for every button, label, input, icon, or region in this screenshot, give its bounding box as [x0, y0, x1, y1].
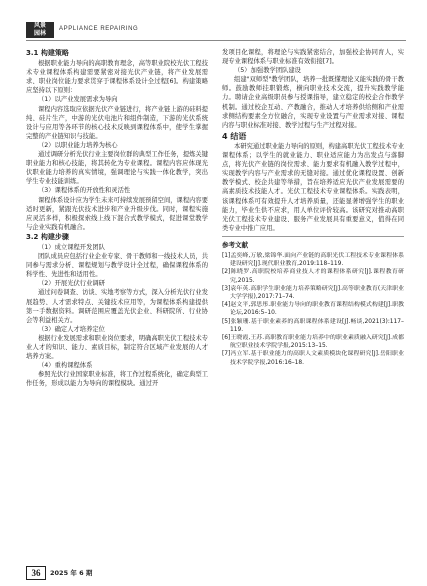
paragraph: 发项目化课程，将理论与实践紧密结合，加强校企协同育人，实现专业课程体系与职业标准有效衔接[7]。 [222, 49, 404, 66]
paragraph: 通过问卷调查、访谈、实地考察等方式，深入分析光伏行业发展趋势、人才需求特点、关键技术应用等，为课程体系构建提供第一手数据资料。调研范围应覆盖光伏企业、科研院所、行业协会等利益相关方。 [26, 289, 209, 324]
right-column [222, 48, 404, 367]
header-divider [26, 40, 406, 41]
paragraph: 课程内容选取应依据光伏产业链进行，将产业链上游的硅料提纯、硅片生产，中游的光伏电池片和组件制造，下游的光伏系统设计与应用等各环节的核心技术反映到课程体系中，使学生掌握完整的产业链知识与技能。 [26, 105, 209, 140]
paragraph: 根据职业能力导向的高职教育理念，高等职业院校光伏工程技术专业课程体系构建需要紧密对接光伏产业链，将产业发展需求、职业岗位能力要求贯穿于课程体系设计全过程[6]。构建策略应坚持以下原则： [26, 60, 209, 95]
paragraph: 课程体系设计应为学生未来可持续发展预留空间，课程内容要适时更新，紧跟光伏技术进步和产业升级步伐。同时，课程实施应灵活多样，积极探索线上线下混合式教学模式，促进课堂教学与企业实践有机融合。 [26, 196, 209, 231]
reference-item: [3]袁年英.高职学生职业能力培养策略研究[J].高等职业教育(天津职业大学学报),2017:71–74. [222, 285, 404, 300]
left-column [26, 48, 208, 388]
subheading: （2）以职业能力培养为核心 [38, 141, 118, 149]
references-title: 参考文献 [222, 240, 248, 249]
subheading: （4）重构课程体系 [38, 362, 93, 370]
reference-item: [7]冯立军.基于职业能力的高职人文素质模块化课程研究[J].岳阳职业技术学院学报,2016:16–18. [222, 351, 404, 366]
subheading: （1）以产业发展需求为导向 [38, 96, 118, 104]
paragraph: 根据行业发展需求和职业岗位要求，明确高职光伏工程技术专业人才的知识、能力、素质目标，制定符合区域产业发展的人才培养方案。 [26, 334, 209, 361]
subheading: （3）确定人才培养定位 [38, 325, 105, 333]
journal-logo: 风景 园林 [26, 22, 54, 38]
paragraph: 参照光伏行业国家职业标准，将工作过程系统化，确定典型工作任务，形成以能力为导向的课程模块。通过开 [26, 371, 209, 388]
paragraph: 本研究通过职业能力导向的原则，构建高职光伏工程技术专业课程体系；以学生的就业能力、职业适应能力为出发点与落脚点，将光伏产业链的岗位需求、能力要求有机融入教学过程中，实现教学内容与产业需求的无缝对接。通过优化课程设置、创新教学模式、校企共建等举措，旨在培养适应光伏产业发展需要的高素质技术技能人才。光伏工程技术专业课程体系。实践表明，该课程体系可有效提升人才培养质量，还能显著增强学生的职业能力，毕业生供不应求，用人单位评价较高。该研究对推动高职光伏工程技术专业建设、服务产业发展具有重要意义，值得在同类专业中推广应用。 [222, 142, 405, 232]
subheading: （3）课程体系的开放性和灵活性 [38, 187, 131, 195]
reference-list [222, 252, 404, 367]
issue-label: 2025 年 6 期 [50, 569, 93, 577]
reference-item: [4]赵文平,郭思彤.职业能力导向的职业教育课程结构模式构建[J].职教论坛,2016:5–10. [222, 302, 404, 317]
paragraph: 通过调研分析光伏行业主要岗位群的典型工作任务，提炼关键职业能力和核心技能，将其转化为专业课程。课程内容应体现光伏职业能力培养的真实情境，强调理论与实践一体化教学，突出学生专业技能训练。 [26, 151, 209, 186]
paragraph: 组建"双师型"教学团队，培养一批既懂理论又能实践的骨干教师。鼓励教师挂职锻炼，横向职业技术交流，提升实践教学能力。聘请企业高级职员参与授课指导，建立稳定的校企合作教学机制。通过校企互动、产教融合，推动人才培养供给侧和产业需求侧结构要素全方位融合，实现专业设置与产业需求对接、课程内容与职业标准对接、教学过程与生产过程对接。 [222, 76, 404, 129]
subheading: （5）加强教学团队建设 [234, 67, 301, 75]
references-divider [222, 236, 404, 237]
journal-brand: APPLIANCE REPAIRING [59, 26, 139, 32]
reference-item: [5]张颖珊.基于职业素养的高职课程体系建设[J].畅谈,2021(3):117–119. [222, 318, 404, 333]
reference-item: [1]孟奕峰,万敏,梁锦华.面向产业链的高职光伏工程技术专业课程体系建设研究[J].现代职业教育,2019:118–119. [222, 252, 404, 268]
subheading: （2）开展光伏行业调研 [38, 280, 105, 288]
paragraph: 团队成员应包括行业企业专家、骨干教师和一线技术人员，共同参与需求分析、课程规划与教学设计全过程，确保课程体系的科学性、先进性和适用性。 [26, 253, 209, 279]
section-heading-3-1: 3.1 构建策略 [26, 49, 69, 57]
section-heading-3-2: 3.2 构建步骤 [26, 232, 69, 241]
reference-item: [6]王晓霞,王苏.高职教育职业能力培养中的职业素质融入研究[J].成都航空职业技术学院学报,2015:13–15. [222, 335, 404, 350]
page-header [26, 22, 406, 38]
page-footer [26, 565, 146, 579]
reference-item: [2]陈晓罗.高职院校培养商业技人才的课程体系研究[J].课程教育研究,2015. [222, 269, 404, 284]
page-number: 36 [26, 566, 46, 580]
section-heading-4: 4 结语 [222, 131, 247, 141]
subheading: （1）成立课程开发团队 [38, 243, 105, 251]
